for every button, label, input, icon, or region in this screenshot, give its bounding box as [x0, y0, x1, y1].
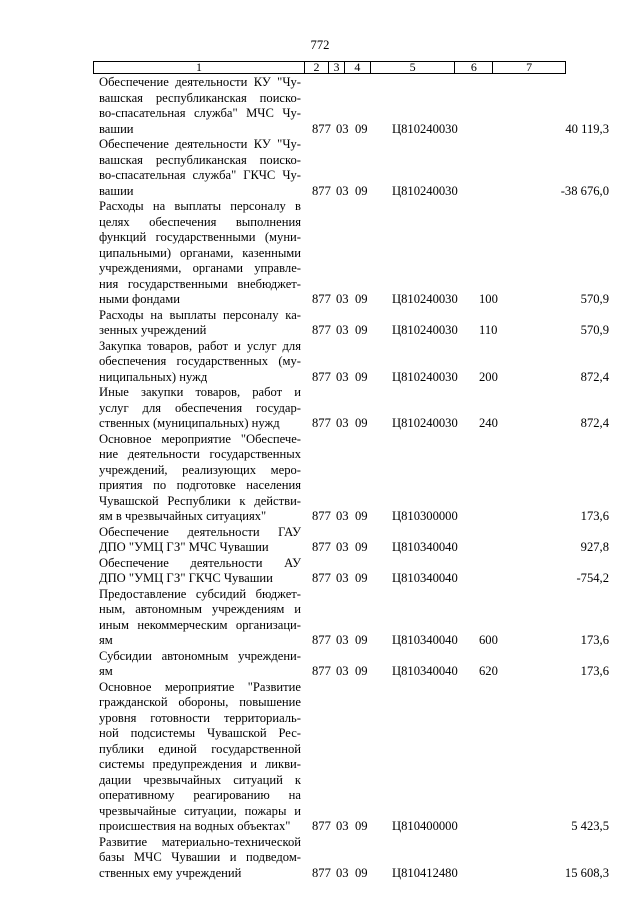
description-line: чрезвычайные ситуации, пожары и	[99, 803, 301, 818]
cell-target-article: Ц810340040	[392, 540, 458, 554]
cell-gr: 877	[312, 183, 331, 198]
description-line: ниципальных) нужд	[99, 369, 208, 384]
description-line: зенных учреждений	[99, 323, 207, 337]
cell-section: 03	[336, 509, 349, 523]
table-row	[99, 679, 609, 835]
table-row	[99, 338, 609, 386]
description-line: вашии	[99, 121, 134, 136]
header-col-3: 3	[329, 62, 345, 73]
description-line: происшествия на водных объектах"	[99, 819, 291, 833]
row-description	[99, 680, 301, 835]
cell-gr: 877	[312, 292, 331, 306]
table-row	[99, 834, 609, 882]
description-line: оперативному реагированию на	[99, 788, 301, 802]
description-line: Иные закупки товаров, работ и	[99, 385, 301, 399]
description-line: ственных ему учреждений	[99, 865, 242, 880]
header-col-7: 7	[526, 60, 533, 74]
cell-section: 03	[336, 121, 349, 136]
table-header	[93, 61, 566, 74]
cell-target-article: Ц810240030	[392, 369, 458, 384]
cell-subsection: 09	[355, 865, 368, 880]
cell-gr: 877	[312, 540, 331, 554]
description-line: обеспечения государственных (му-	[99, 354, 301, 368]
description-line: ния государственными внебюджет-	[99, 276, 301, 291]
cell-amount: 173,6	[580, 664, 609, 678]
table-row	[99, 648, 609, 680]
description-line: во-спасательная служба" МЧС Чу-	[99, 106, 301, 120]
cell-target-article: Ц810340040	[392, 633, 458, 647]
cell-amount: 40 119,3	[565, 121, 609, 136]
table-row	[99, 431, 609, 525]
cell-subsection: 09	[355, 416, 368, 430]
cell-subsection: 09	[355, 323, 368, 337]
header-col-2: 2	[305, 62, 329, 73]
description-line: гражданской обороны, повышение	[99, 695, 301, 709]
cell-target-article: Ц810240030	[392, 292, 458, 306]
description-line: вашская республиканская поиско-	[99, 152, 301, 167]
row-description	[99, 835, 301, 882]
description-line: ние деятельности государственных	[99, 447, 301, 461]
cell-amount: 15 608,3	[564, 865, 609, 880]
description-line: Обеспечение деятельности КУ "Чу-	[99, 75, 301, 89]
cell-amount: -38 676,0	[560, 183, 609, 198]
cell-section: 03	[336, 416, 349, 430]
table-row	[99, 385, 609, 432]
description-line: ДПО "УМЦ ГЗ" МЧС Чувашии	[99, 540, 269, 554]
cell-amount: 570,9	[580, 323, 609, 337]
description-line: Субсидии автономным учреждени-	[99, 648, 301, 663]
cell-expense-type: 100	[479, 292, 498, 306]
cell-section: 03	[336, 292, 349, 306]
table-row	[99, 199, 609, 308]
description-line: Основное мероприятие "Обеспече-	[99, 431, 301, 446]
description-line: ственных (муниципальных) нужд	[99, 416, 280, 430]
cell-amount: 570,9	[580, 292, 609, 306]
cell-section: 03	[336, 369, 349, 384]
cell-gr: 877	[312, 865, 331, 880]
cell-target-article: Ц810300000	[392, 509, 458, 523]
table-row	[99, 75, 609, 137]
description-line: Обеспечение деятельности КУ "Чу-	[99, 137, 301, 151]
header-col-1: 1	[94, 62, 305, 73]
description-line: ям	[99, 664, 113, 678]
cell-section: 03	[336, 664, 349, 678]
cell-subsection: 09	[355, 540, 368, 554]
description-line: услуг для обеспечения государ-	[99, 400, 301, 415]
header-col-6: 6	[455, 62, 493, 73]
cell-amount: 927,8	[580, 540, 609, 554]
row-description	[99, 385, 301, 432]
row-description	[99, 587, 301, 649]
cell-gr: 877	[312, 369, 331, 384]
cell-expense-type: 600	[479, 633, 498, 647]
description-line: ям	[99, 633, 113, 647]
description-line: базы МЧС Чувашии и подведом-	[99, 850, 301, 864]
cell-target-article: Ц810240030	[392, 323, 458, 337]
cell-subsection: 09	[355, 292, 368, 306]
description-line: учреждениями, органами управле-	[99, 261, 301, 275]
cell-target-article: Ц810340040	[392, 664, 458, 678]
description-line: иным некоммерческим организаци-	[99, 617, 301, 632]
description-line: Предоставление субсидий бюджет-	[99, 586, 301, 601]
cell-subsection: 09	[355, 509, 368, 523]
row-description	[99, 199, 301, 308]
cell-amount: 5 423,5	[571, 819, 609, 833]
row-description	[99, 75, 301, 137]
description-line: Закупка товаров, работ и услуг для	[99, 338, 301, 353]
row-description	[99, 432, 301, 525]
description-line: Обеспечение деятельности ГАУ	[99, 524, 301, 539]
cell-gr: 877	[312, 416, 331, 430]
cell-subsection: 09	[355, 571, 368, 585]
description-line: вашская республиканская поиско-	[99, 90, 301, 105]
cell-subsection: 09	[355, 369, 368, 384]
description-line: Чувашской Республики к действи-	[99, 493, 301, 508]
row-description	[99, 556, 301, 587]
table-row	[99, 555, 609, 587]
cell-target-article: Ц810412480	[392, 865, 458, 880]
cell-section: 03	[336, 183, 349, 198]
cell-amount: 872,4	[580, 416, 609, 430]
cell-section: 03	[336, 819, 349, 833]
cell-target-article: Ц810340040	[392, 571, 458, 585]
cell-gr: 877	[312, 664, 331, 678]
description-line: ными фондами	[99, 292, 180, 306]
cell-expense-type: 240	[479, 416, 498, 430]
cell-subsection: 09	[355, 183, 368, 198]
cell-target-article: Ц810240030	[392, 183, 458, 198]
cell-amount: -754,2	[576, 571, 609, 585]
header-col-5: 5	[371, 62, 456, 73]
cell-subsection: 09	[355, 819, 368, 833]
cell-section: 03	[336, 540, 349, 554]
row-description	[99, 525, 301, 556]
description-line: Расходы на выплаты персоналу ка-	[99, 307, 301, 322]
cell-expense-type: 200	[479, 369, 498, 384]
description-line: приятия по подготовке населения	[99, 478, 301, 492]
cell-section: 03	[336, 865, 349, 880]
description-line: во-спасательная служба" ГКЧС Чу-	[99, 168, 301, 182]
row-description	[99, 339, 301, 386]
description-line: учреждений, реализующих меро-	[99, 462, 301, 477]
table-row	[99, 586, 609, 649]
cell-expense-type: 110	[479, 323, 498, 337]
table-row	[99, 524, 609, 556]
cell-amount: 872,4	[580, 369, 609, 384]
cell-gr: 877	[312, 323, 331, 337]
description-line: Основное мероприятие "Развитие	[99, 679, 301, 694]
cell-gr: 877	[312, 121, 331, 136]
row-description	[99, 649, 301, 680]
cell-target-article: Ц810400000	[392, 819, 458, 833]
cell-target-article: Ц810240030	[392, 121, 458, 136]
description-line: Обеспечение деятельности АУ	[99, 555, 301, 570]
cell-amount: 173,6	[580, 509, 609, 523]
header-col-4: 4	[345, 62, 371, 73]
row-description	[99, 308, 301, 339]
description-line: уровня готовности территориаль-	[99, 710, 301, 725]
cell-amount: 173,6	[580, 633, 609, 647]
description-line: Расходы на выплаты персоналу в	[99, 199, 301, 213]
table-row	[99, 307, 609, 339]
description-line: ДПО "УМЦ ГЗ" ГКЧС Чувашии	[99, 571, 273, 585]
table-body	[99, 75, 609, 881]
cell-subsection: 09	[355, 121, 368, 136]
cell-subsection: 09	[355, 633, 368, 647]
description-line: целях обеспечения выполнения	[99, 214, 301, 229]
page-number: 772	[310, 38, 330, 52]
description-line: Развитие материально-технической	[99, 834, 301, 849]
description-line: вашии	[99, 183, 134, 198]
description-line: ципальными) органами, казенными	[99, 245, 301, 260]
description-line: ям в чрезвычайных ситуациях"	[99, 509, 267, 523]
description-line: публики единой государственной	[99, 741, 301, 756]
table-row	[99, 137, 609, 199]
cell-section: 03	[336, 633, 349, 647]
row-description	[99, 137, 301, 199]
cell-gr: 877	[312, 571, 331, 585]
description-line: дации чрезвычайных ситуаций к	[99, 772, 301, 787]
description-line: системы предупреждения и ликви-	[99, 757, 301, 771]
cell-section: 03	[336, 323, 349, 337]
cell-gr: 877	[312, 819, 331, 833]
cell-section: 03	[336, 571, 349, 585]
cell-target-article: Ц810240030	[392, 416, 458, 430]
description-line: ной подсистемы Чувашской Рес-	[99, 726, 301, 740]
description-line: функций государственными (муни-	[99, 230, 301, 244]
cell-gr: 877	[312, 509, 331, 523]
cell-gr: 877	[312, 633, 331, 647]
description-line: ным, автономным учреждениям и	[99, 602, 301, 616]
cell-expense-type: 620	[479, 664, 498, 678]
cell-subsection: 09	[355, 664, 368, 678]
